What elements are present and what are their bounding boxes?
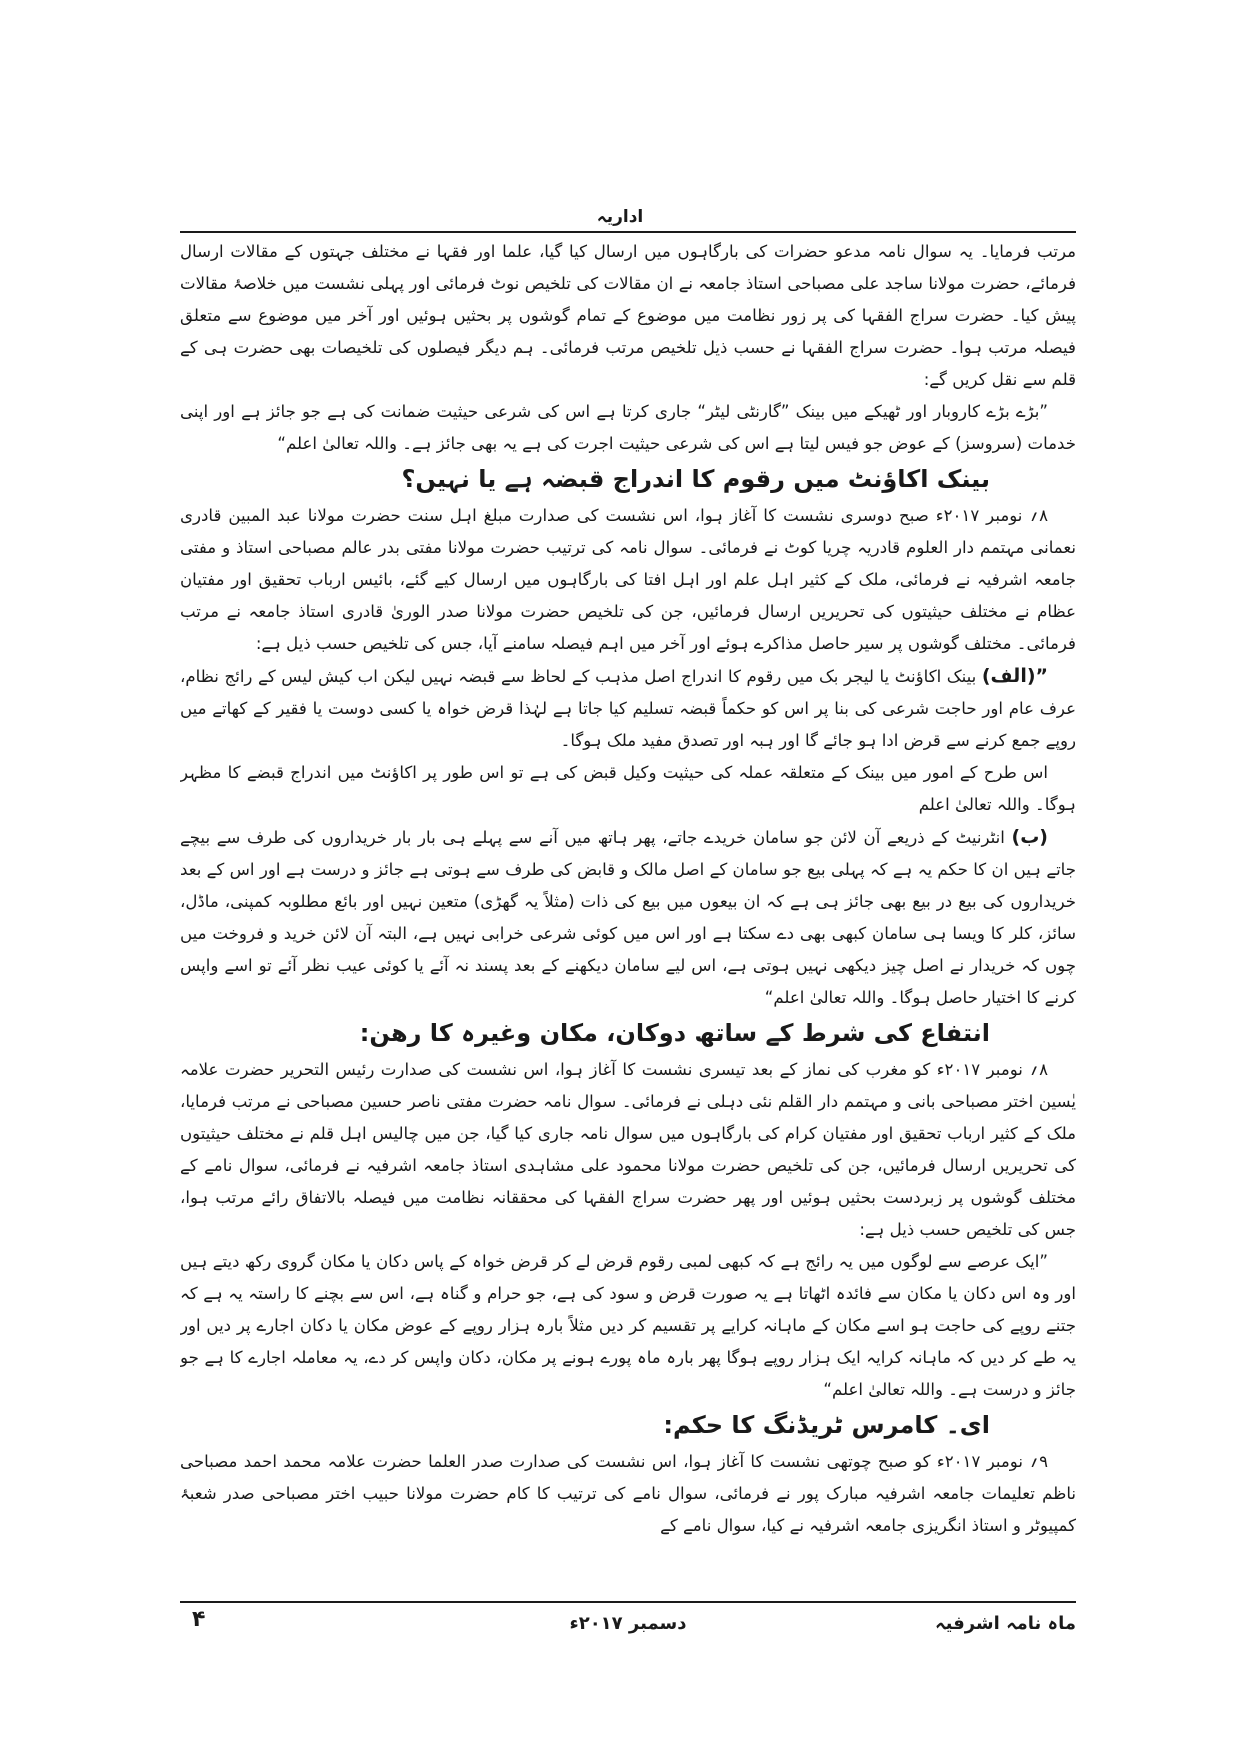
ruling-label: (ب) (1011, 826, 1048, 848)
section-heading: بینک اکاؤنٹ میں رقوم کا اندراج قبضہ ہے یا نہیں؟ (401, 465, 990, 493)
header-rule (180, 231, 1076, 233)
paragraph: ۸؍ نومبر ۲۰۱۷ء صبح دوسری نشست کا آغاز ہوا، اس نشست کی صدارت مبلغ اہل سنت حضرت مولانا عبد المبین قادری نعمانی مہتمم دار العلوم قادریہ چریا کوٹ نے فرمائی۔ سوال نامہ کی ترتیب حضرت مولانا مفتی بدر عالم مصباحی استاذ و مفتی جامعہ اشرفیہ نے فرمائی، ملک کے کثیر اہل علم اور اہل افتا کی بارگاہوں میں ارسال کیے گئے، بائیس ارباب تحقیق اور مفتیان عظام نے مختلف حیثیتوں کی تحریریں ارسال فرمائیں، جن کی تلخیص حضرت مولانا صدر الوریٰ قادری استاذ جامعہ نے مرتب فرمائی۔ مختلف گوشوں پر سیر حاصل مذاکرے ہوئے اور آخر میں اہم فیصلہ سامنے آیا، جس کی تلخیص حسب ذیل ہے: (180, 506, 1076, 653)
paragraph: ۹؍ نومبر ۲۰۱۷ء کو صبح چوتھی نشست کا آغاز ہوا، اس نشست کی صدارت صدر العلما حضرت علامہ محمد احمد مصباحی ناظم تعلیمات جامعہ اشرفیہ مبارک پور نے فرمائی، سوال نامے کی ترتیب کا کام حضرت مولانا حبیب اختر مصباحی صدر شعبۂ کمپیوٹر و استاذ انگریزی جامعہ اشرفیہ نے کیا، سوال نامے کے (180, 1452, 1076, 1535)
issue-date: دسمبر ۲۰۱۷ء (569, 1613, 687, 1634)
page-footer (180, 1607, 1076, 1647)
paragraph: ۸؍ نومبر ۲۰۱۷ء کو مغرب کی نماز کے بعد تیسری نشست کا آغاز ہوا، اس نشست کی صدارت رئیس التحریر حضرت علامہ یٰسین اختر مصباحی بانی و مہتمم دار القلم نئی دہلی نے فرمائی۔ سوال نامہ حضرت مفتی ناصر حسین مصباحی نے مرتب فرمایا، ملک کے کثیر ارباب تحقیق اور مفتیان کرام کی بارگاہوں میں سوال نامہ جاری کیا گیا، جن میں چالیس اہل قلم نے مختلف حیثیتوں کی تحریریں ارسال فرمائیں، جن کی تلخیص حضرت مولانا محمود علی مشاہدی استاذ جامعہ اشرفیہ نے فرمائی، سوال نامے کے مختلف گوشوں پر زبردست بحثیں ہوئیں اور پھر حضرت سراج الفقہا کی محققانہ نظامت میں فیصلہ بالاتفاق رائے مرتب ہوا، جس کی تلخیص حسب ذیل ہے: (180, 1060, 1076, 1239)
section-header: اداریہ (596, 207, 644, 227)
paragraph: اس طرح کے امور میں بینک کے متعلقہ عملہ کی حیثیت وکیل قبض کی ہے تو اس طور پر اکاؤنٹ میں اندراج قبضے کا مظہر ہوگا۔ واللہ تعالیٰ اعلم (180, 763, 1076, 814)
quote-paragraph: ”بڑے بڑے کاروبار اور ٹھیکے میں بینک ”گارنٹی لیٹر“ جاری کرتا ہے اس کی شرعی حیثیت ضمانت کی ہے جو جائز ہے اور اپنی خدمات (سروسز) کے عوض جو فیس لیتا ہے اس کی شرعی حیثیت اجرت کی ہے یہ بھی جائز ہے۔ واللہ تعالیٰ اعلم“ (180, 402, 1076, 453)
page-number: ۴ (192, 1607, 206, 1632)
article-body (180, 236, 1076, 1596)
ruling-label: ”(الف) (981, 665, 1049, 687)
footer-rule (180, 1601, 1076, 1603)
magazine-name: ماہ نامہ اشرفیہ (935, 1613, 1076, 1634)
ruling-paragraph (180, 821, 1076, 1014)
ruling-text: انٹرنیٹ کے ذریعے آن لائن جو سامان خریدے جاتے، پھر ہاتھ میں آنے سے پہلے ہی بار بار خریداروں کی طرف سے بیچے جاتے ہیں ان کا حکم یہ ہے کہ پہلی بیع جو سامان کے اصل مالک و قابض کی طرف سے ہوتی ہے جائز و درست ہے اور اس کے بعد خریداروں کی بیع در بیع بھی جائز ہی ہے کہ ان بیعوں میں بیع کی ذات (مثلاً یہ گھڑی) متعین نہیں اور بائع مطلوبہ کمپنی، ماڈل، سائز، کلر کا ویسا ہی سامان کبھی بھی دے سکتا ہے اور اس میں کوئی شرعی خرابی نہیں ہے، البتہ آن لائن خرید و فروخت میں چوں کہ خریدار نے اصل چیز دیکھی نہیں ہوتی ہے، اس لیے سامان دیکھنے کے بعد پسند نہ آئے یا کوئی عیب نظر آئے تو اسے واپس کرنے کا اختیار حاصل ہوگا۔ واللہ تعالیٰ اعلم“ (180, 828, 1076, 1007)
ruling-text: بینک اکاؤنٹ یا لیجر بک میں رقوم کا اندراج اصل مذہب کے لحاظ سے قبضہ نہیں لیکن اب کیش لیس کے رائج نظام، عرف عام اور حاجت شرعی کی بنا پر اس کو حکماً قبضہ تسلیم کیا جاتا ہے لہٰذا قرض خواہ یا کسی دوست یا فقیر کے کھاتے میں روپے جمع کرنے سے قرض ادا ہو جائے گا اور ہبہ اور تصدق مفید ملک ہوگا۔ (180, 667, 1076, 750)
ruling-paragraph (180, 660, 1076, 757)
quote-paragraph: ”ایک عرصے سے لوگوں میں یہ رائج ہے کہ کبھی لمبی رقوم قرض لے کر قرض خواہ کے پاس دکان یا مکان گروی رکھ دیتے ہیں اور وہ اس دکان یا مکان سے فائدہ اٹھاتا ہے یہ صورت قرض و سود کی ہے، جو حرام و گناہ ہے، اس سے بچنے کا راستہ یہ ہے کہ جتنے روپے کی حاجت ہو اسے مکان کے ماہانہ کرایے پر تقسیم کر دیں مثلاً بارہ ہزار روپے کے عوض مکان یا دکان اجارے پر دیں اور یہ طے کر دیں کہ ماہانہ کرایہ ایک ہزار روپے ہوگا پھر بارہ ماہ پورے ہونے پر مکان، دکان واپس کر دے، یہ معاملہ اجارے کا ہے جو جائز و درست ہے۔ واللہ تعالیٰ اعلم“ (180, 1252, 1076, 1399)
paragraph: مرتب فرمایا۔ یہ سوال نامہ مدعو حضرات کی بارگاہوں میں ارسال کیا گیا، علما اور فقہا نے مختلف جہتوں کے مقالات ارسال فرمائے، حضرت مولانا ساجد علی مصباحی استاذ جامعہ نے ان مقالات کی تلخیص نوٹ فرمائی اور پہلی نشست میں خلاصۂ مقالات پیش کیا۔ حضرت سراج الفقہا کی پر زور نظامت میں موضوع کے تمام گوشوں پر بحثیں ہوئیں اور آخر میں موضوع سے متعلق فیصلہ مرتب ہوا۔ حضرت سراج الفقہا نے حسب ذیل تلخیص مرتب فرمائی۔ ہم دیگر فیصلوں کی تلخیصات بھی حضرت ہی کے قلم سے نقل کریں گے: (180, 242, 1076, 389)
section-heading: ای۔ کامرس ٹریڈنگ کا حکم: (663, 1411, 990, 1439)
section-heading: انتفاع کی شرط کے ساتھ دوکان، مکان وغیرہ کا رهن: (359, 1019, 990, 1047)
